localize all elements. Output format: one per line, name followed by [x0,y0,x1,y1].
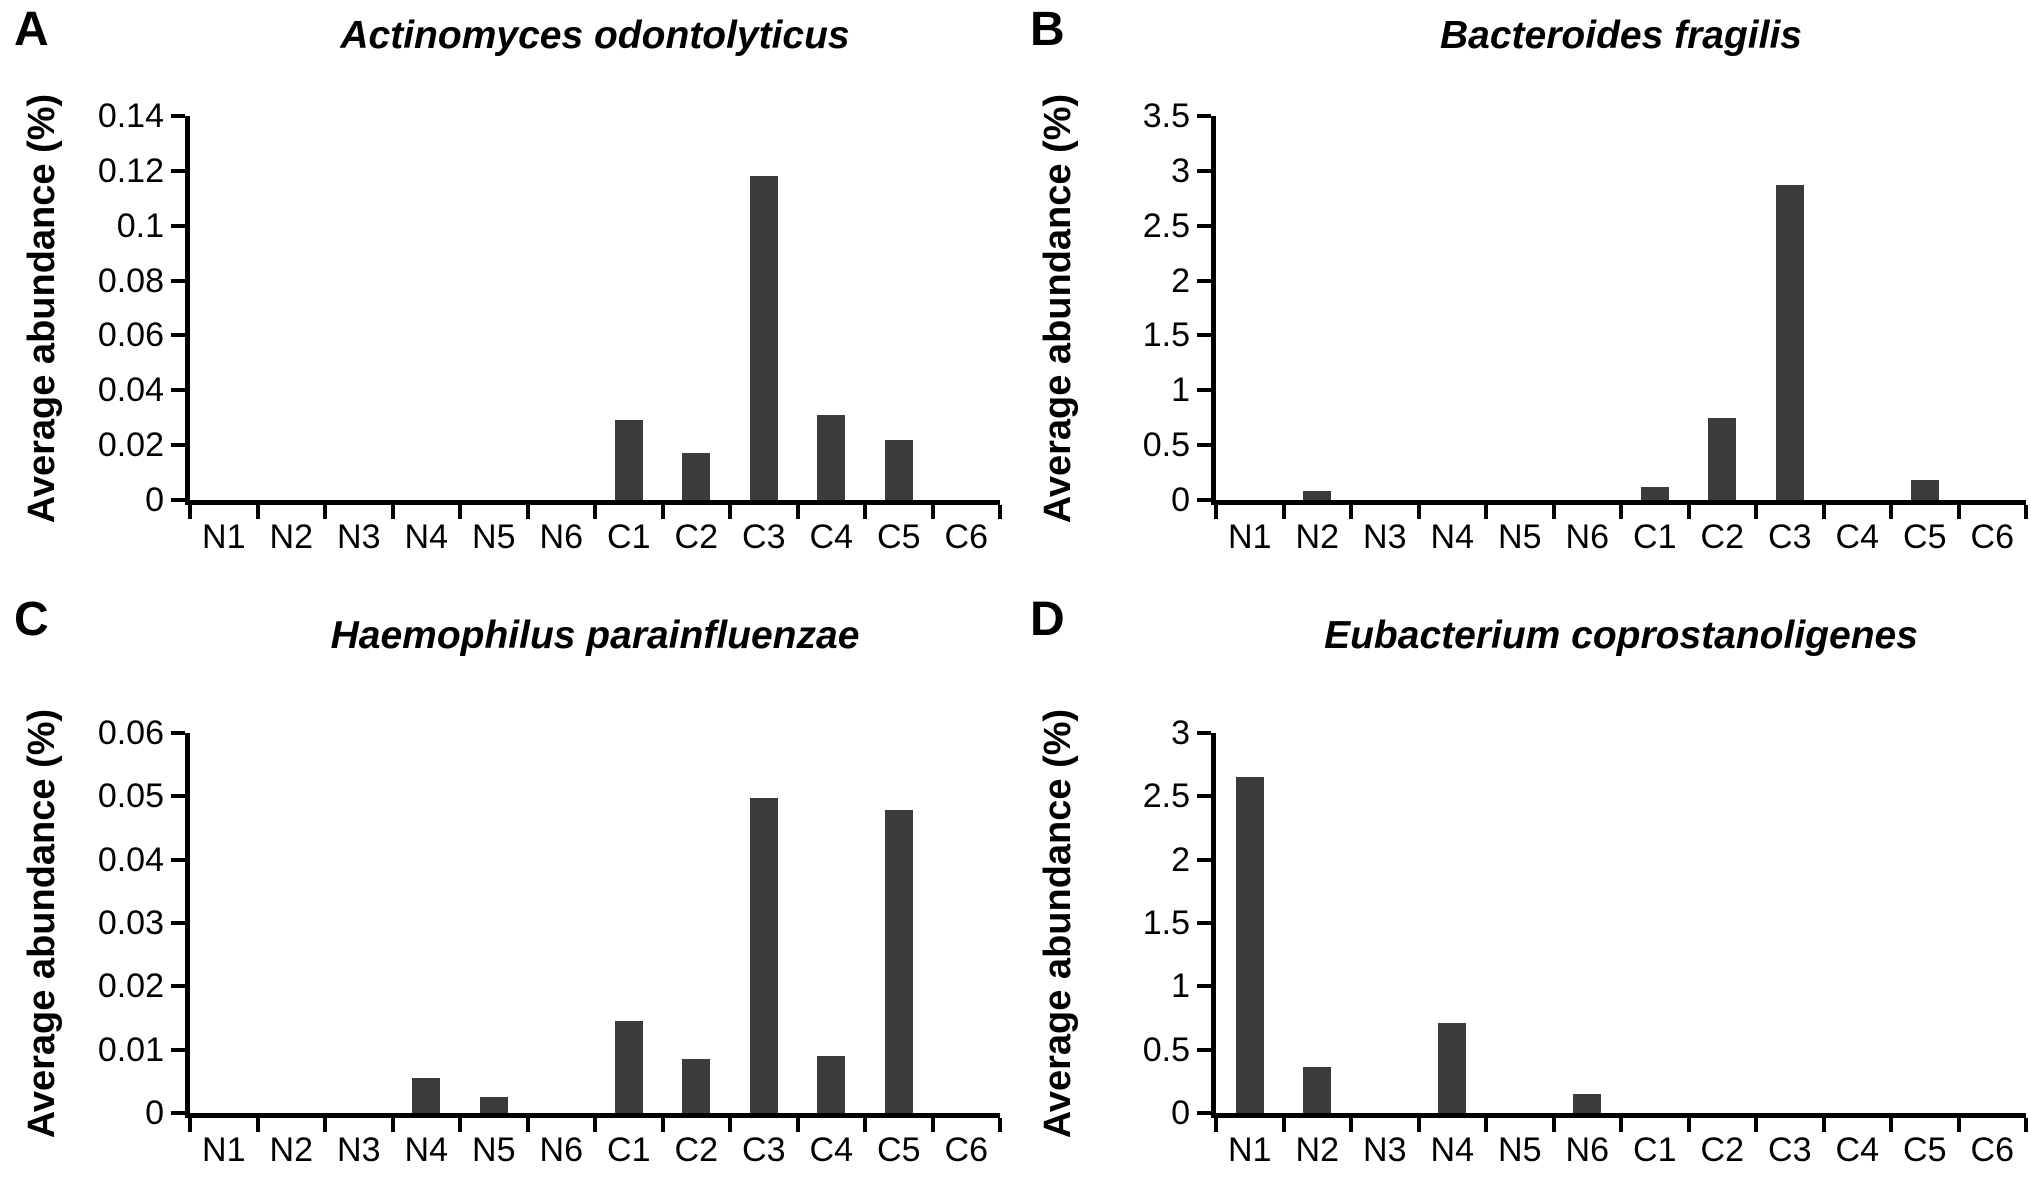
y-tick-mark [171,731,185,735]
x-tick-label: C1 [607,518,651,556]
x-tick-label: N2 [269,518,313,556]
y-tick-mark [1197,388,1211,392]
y-tick-label: 3 [1171,151,1190,190]
y-tick-mark [171,443,185,447]
y-tick-label: 1.5 [1142,904,1190,942]
bar-C1 [615,1021,643,1113]
chart-title: Haemophilus parainfluenzae [330,614,860,657]
x-tick-label: N2 [1295,518,1339,556]
x-tick-label: N5 [472,1131,516,1169]
y-tick-label: 0 [1171,481,1190,519]
bar-N4 [1438,1023,1466,1113]
y-tick-mark [1197,224,1211,228]
x-tick-label: N4 [404,1131,448,1169]
x-tick-label: N6 [1565,518,1609,556]
y-tick-label: 0 [1171,1094,1190,1132]
y-axis-line [185,116,190,505]
y-tick-label: 0.04 [97,371,164,410]
y-tick-mark [1197,984,1211,988]
y-tick-label: 0.02 [97,426,164,465]
y-axis-line [1211,733,1216,1118]
bar-C2 [682,453,710,500]
x-tick-label: C6 [1970,518,2014,556]
y-tick-label: 2 [1171,840,1190,879]
x-tick-label: N5 [1498,1131,1542,1169]
x-tick-label: C6 [1970,1131,2014,1169]
bar-N4 [412,1078,440,1113]
x-tick-label: N4 [1430,518,1474,556]
y-tick-mark [1197,794,1211,798]
x-tick-label: C3 [742,1131,786,1169]
panel-letter: A [14,3,49,56]
x-tick-label: N3 [1363,1131,1407,1169]
plot-area [1142,97,2026,556]
y-axis-label: Average abundance (%) [1037,708,1080,1138]
x-tick-label: C3 [742,518,786,556]
y-axis-line [1211,116,1216,505]
figure-panel-a [0,0,1015,589]
y-tick-mark [171,794,185,798]
bar-C4 [817,415,845,500]
y-tick-mark [171,858,185,862]
bar-N1 [1236,777,1264,1113]
plot-area [97,97,1000,556]
y-tick-mark [171,388,185,392]
y-tick-mark [1197,443,1211,447]
figure-panel-c [0,590,1015,1179]
y-tick-mark [1197,498,1211,502]
y-tick-mark [171,114,185,118]
y-tick-label: 0 [145,1094,164,1132]
chart-title: Bacteroides fragilis [1440,14,1802,57]
chart-title: Eubacterium coprostanoligenes [1324,614,1918,657]
y-tick-mark [1197,333,1211,337]
panel-letter: C [14,593,49,646]
x-tick-label: C4 [809,518,853,556]
x-tick-label: N4 [404,518,448,556]
y-tick-label: 3.5 [1142,97,1190,135]
y-tick-label: 0.12 [97,151,164,190]
x-tick-label: N6 [539,1131,583,1169]
x-tick-label: N1 [202,1131,246,1169]
bar-C3 [750,176,778,500]
y-tick-label: 0.02 [97,967,164,1006]
x-tick-label: C5 [1903,518,1947,556]
y-tick-label: 0.5 [1142,1030,1190,1069]
bar-N5 [480,1097,508,1113]
bar-C5 [885,440,913,500]
x-tick-label: N3 [337,1131,381,1169]
x-tick-label: C2 [1700,518,1744,556]
y-tick-mark [1197,921,1211,925]
y-tick-label: 1 [1171,371,1190,410]
y-tick-mark [1197,169,1211,173]
x-tick-label: C4 [1835,518,1879,556]
bar-C1 [1641,487,1669,500]
y-tick-mark [171,1111,185,1115]
x-tick-label: C5 [877,518,921,556]
panel-letter: B [1030,3,1065,56]
y-tick-mark [1197,858,1211,862]
y-tick-mark [171,921,185,925]
bar-N2 [1303,1067,1331,1113]
y-tick-label: 0.03 [97,904,164,942]
bar-N2 [1303,491,1331,500]
bar-C4 [817,1056,845,1113]
x-tick-label: C1 [1633,1131,1677,1169]
y-tick-mark [171,279,185,283]
plot-area [97,714,1000,1169]
y-tick-label: 0.01 [97,1030,164,1069]
x-tick-label: C2 [1700,1131,1744,1169]
x-tick-label: C4 [809,1131,853,1169]
x-tick-label: C4 [1835,1131,1879,1169]
y-tick-label: 0.08 [97,261,164,300]
y-tick-label: 2 [1171,261,1190,300]
x-tick-label: N6 [539,518,583,556]
y-tick-label: 2.5 [1142,206,1190,245]
x-tick-label: N3 [1363,518,1407,556]
y-tick-mark [1197,1111,1211,1115]
y-tick-label: 0.06 [97,714,164,752]
bar-C5 [885,810,913,1113]
x-tick-label: C1 [1633,518,1677,556]
x-tick-label: N2 [1295,1131,1339,1169]
bar-C2 [1708,418,1736,500]
bar-C2 [682,1059,710,1113]
bar-C3 [750,798,778,1113]
x-tick-label: C2 [674,518,718,556]
bar-C5 [1911,480,1939,500]
x-tick-label: N1 [1228,518,1272,556]
y-tick-mark [171,984,185,988]
y-tick-mark [1197,114,1211,118]
figure-panel-b [1016,0,2031,589]
y-axis-label: Average abundance (%) [1037,93,1080,523]
x-tick-label: N2 [269,1131,313,1169]
x-tick-label: C3 [1768,1131,1812,1169]
x-tick-label: N6 [1565,1131,1609,1169]
x-tick-label: N5 [1498,518,1542,556]
y-tick-label: 0.06 [97,316,164,355]
y-tick-label: 0 [145,481,164,519]
y-tick-label: 1 [1171,967,1190,1006]
y-tick-mark [171,498,185,502]
x-tick-label: C6 [944,1131,988,1169]
y-tick-label: 0.5 [1142,426,1190,465]
x-tick-label: N1 [1228,1131,1272,1169]
y-tick-label: 0.1 [116,206,164,245]
x-tick-label: N4 [1430,1131,1474,1169]
y-tick-label: 0.04 [97,840,164,879]
y-tick-mark [171,1048,185,1052]
x-tick-label: N3 [337,518,381,556]
plot-area [1142,714,2026,1169]
y-tick-mark [171,333,185,337]
x-tick-label: C6 [944,518,988,556]
panel-letter: D [1030,593,1065,646]
x-tick-label: C5 [877,1131,921,1169]
x-tick-label: C3 [1768,518,1812,556]
x-tick-label: C5 [1903,1131,1947,1169]
y-axis-line [185,733,190,1118]
y-tick-mark [1197,279,1211,283]
y-tick-label: 2.5 [1142,777,1190,816]
y-tick-label: 0.14 [97,97,164,135]
y-tick-mark [171,224,185,228]
y-tick-label: 3 [1171,714,1190,752]
y-axis-label: Average abundance (%) [21,93,64,523]
bar-C1 [615,420,643,500]
bar-N6 [1573,1094,1601,1113]
y-tick-mark [1197,1048,1211,1052]
x-tick-label: C2 [674,1131,718,1169]
y-tick-mark [171,169,185,173]
x-tick-label: N1 [202,518,246,556]
x-tick-label: N5 [472,518,516,556]
y-tick-label: 1.5 [1142,316,1190,355]
y-tick-label: 0.05 [97,777,164,816]
bar-C3 [1776,185,1804,500]
y-tick-mark [1197,731,1211,735]
chart-title: Actinomyces odontolyticus [340,14,850,57]
figure-panel-d [1016,590,2031,1179]
y-axis-label: Average abundance (%) [21,708,64,1138]
x-tick-label: C1 [607,1131,651,1169]
